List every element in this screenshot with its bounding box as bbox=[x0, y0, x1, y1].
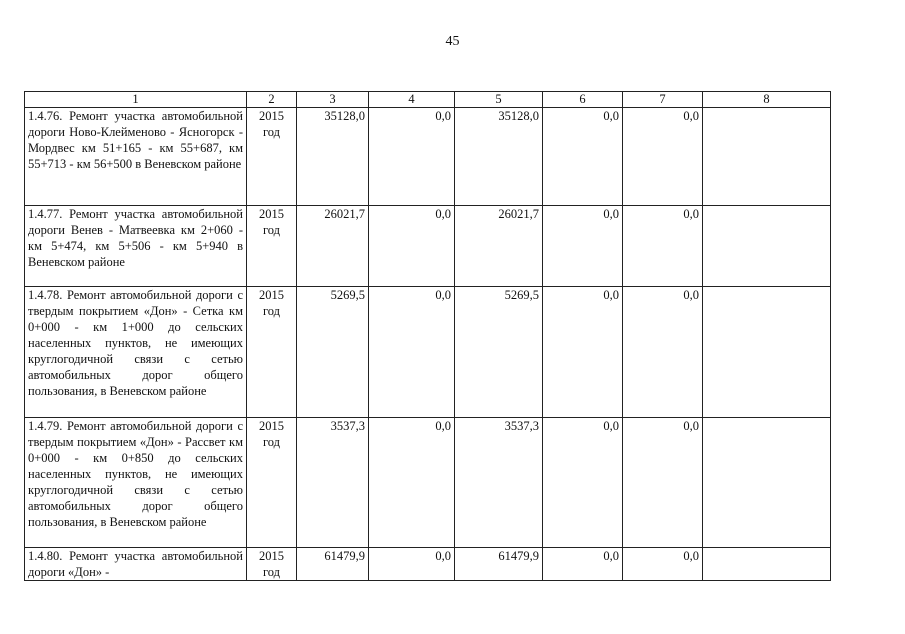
row-col4: 0,0 bbox=[369, 548, 455, 581]
row-year: 2015 год bbox=[247, 108, 297, 206]
row-description: 1.4.80. Ремонт участка автомобильной дороги «Дон» - bbox=[25, 548, 247, 581]
row-col7: 0,0 bbox=[623, 287, 703, 418]
row-description: 1.4.76. Ремонт участка автомобильной дороги Ново-Клейменово - Ясногорск - Мордвес км 51+165 - км 55+687, км 55+713 - км 56+500 в Веневском районе bbox=[25, 108, 247, 206]
table-row bbox=[25, 108, 831, 206]
row-year: 2015 год bbox=[247, 418, 297, 548]
row-col5: 35128,0 bbox=[455, 108, 543, 206]
row-col6: 0,0 bbox=[543, 287, 623, 418]
row-description: 1.4.77. Ремонт участка автомобильной дороги Венев - Матвеевка км 2+060 - км 5+474, км 5+506 - км 5+940 в Веневском районе bbox=[25, 206, 247, 287]
row-col8 bbox=[703, 418, 831, 548]
row-col6: 0,0 bbox=[543, 108, 623, 206]
header-col-5: 5 bbox=[455, 92, 543, 108]
row-col3: 5269,5 bbox=[297, 287, 369, 418]
row-col6: 0,0 bbox=[543, 548, 623, 581]
header-col-4: 4 bbox=[369, 92, 455, 108]
row-col6: 0,0 bbox=[543, 206, 623, 287]
row-col3: 35128,0 bbox=[297, 108, 369, 206]
header-col-3: 3 bbox=[297, 92, 369, 108]
row-col3: 3537,3 bbox=[297, 418, 369, 548]
row-col8 bbox=[703, 108, 831, 206]
row-col7: 0,0 bbox=[623, 108, 703, 206]
row-col7: 0,0 bbox=[623, 418, 703, 548]
row-col8 bbox=[703, 287, 831, 418]
header-col-2: 2 bbox=[247, 92, 297, 108]
budget-table bbox=[24, 91, 831, 581]
page-number: 45 bbox=[445, 34, 460, 49]
header-col-7: 7 bbox=[623, 92, 703, 108]
row-col5: 5269,5 bbox=[455, 287, 543, 418]
row-col4: 0,0 bbox=[369, 206, 455, 287]
row-year: 2015 год bbox=[247, 287, 297, 418]
row-col4: 0,0 bbox=[369, 287, 455, 418]
row-year: 2015 год bbox=[247, 206, 297, 287]
table-row bbox=[25, 418, 831, 548]
row-col4: 0,0 bbox=[369, 108, 455, 206]
row-col5: 26021,7 bbox=[455, 206, 543, 287]
row-col5: 61479,9 bbox=[455, 548, 543, 581]
header-col-8: 8 bbox=[703, 92, 831, 108]
table-row bbox=[25, 206, 831, 287]
row-description: 1.4.79. Ремонт автомобильной дороги с твердым покрытием «Дон» - Рассвет км 0+000 - км 0+850 до сельских населенных пунктов, не имеющих круглогодичной связи с сетью автомобильных дорог общего пользования, в Веневском районе bbox=[25, 418, 247, 548]
table-row bbox=[25, 287, 831, 418]
table-row bbox=[25, 548, 831, 581]
header-row bbox=[25, 92, 831, 108]
row-col5: 3537,3 bbox=[455, 418, 543, 548]
row-description: 1.4.78. Ремонт автомобильной дороги с твердым покрытием «Дон» - Сетка км 0+000 - км 1+000 до сельских населенных пунктов, не имеющих круглогодичной связи с сетью автомобильных дорог общего пользования, в Веневском районе bbox=[25, 287, 247, 418]
row-col8 bbox=[703, 548, 831, 581]
row-col3: 61479,9 bbox=[297, 548, 369, 581]
row-col7: 0,0 bbox=[623, 206, 703, 287]
row-col8 bbox=[703, 206, 831, 287]
row-col4: 0,0 bbox=[369, 418, 455, 548]
header-col-6: 6 bbox=[543, 92, 623, 108]
header-col-1: 1 bbox=[25, 92, 247, 108]
row-year: 2015 год bbox=[247, 548, 297, 581]
row-col3: 26021,7 bbox=[297, 206, 369, 287]
row-col7: 0,0 bbox=[623, 548, 703, 581]
row-col6: 0,0 bbox=[543, 418, 623, 548]
